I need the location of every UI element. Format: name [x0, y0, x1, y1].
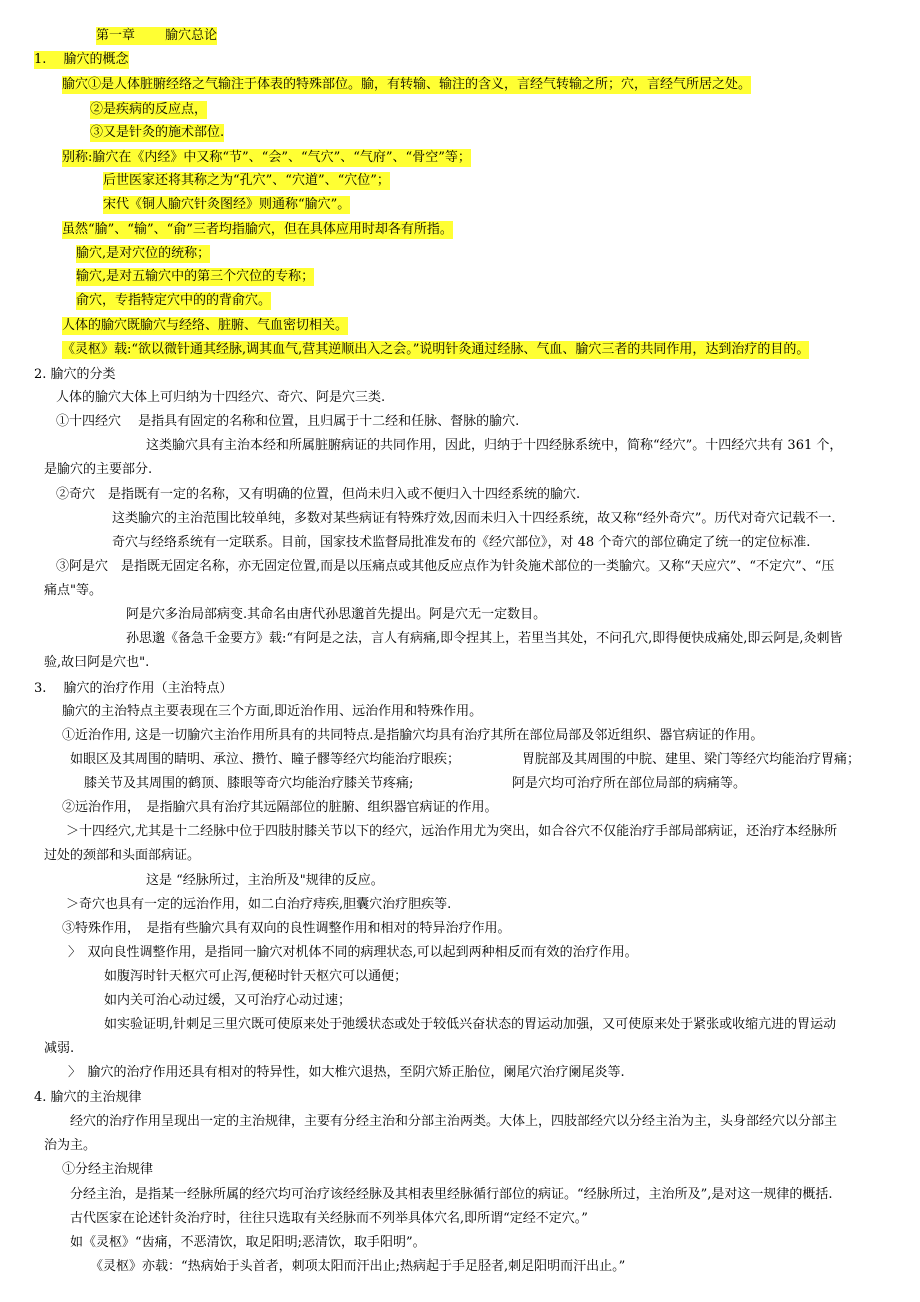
paragraph-line: 膝关节及其周围的鹤顶、膝眼等奇穴均能治疗膝关节疼痛; — [84, 776, 414, 791]
paragraph-line: 腧穴①是人体脏腑经络之气输注于体表的特殊部位。腧，有转输、输注的含义，言经气转输之所；穴，言经气所居之处。 — [62, 77, 752, 92]
paragraph-line: ②远治作用， 是指腧穴具有治疗其远隔部位的脏腑、组织器官病证的作用。 — [62, 800, 498, 815]
paragraph-line: 人体的腧穴大体上可归纳为十四经穴、奇穴、阿是穴三类. — [56, 390, 386, 405]
paragraph-line: ①近治作用, 这是一切腧穴主治作用所具有的共同特点.是指腧穴均具有治疗其所在部位局部及邻近组织、器官病证的作用。 — [62, 728, 764, 743]
paragraph-line: 这类腧穴的主治范围比较单纯，多数对某些病证有特殊疗效,因而未归入十四经系统，故又称“经外奇穴”。历代对奇穴记载不一. — [112, 511, 836, 526]
section-heading: 1. 腧穴的概念 — [34, 52, 129, 67]
paragraph-line: 验,故曰阿是穴也". — [44, 655, 150, 670]
paragraph-line: 胃脘部及其周围的中脘、建里、梁门等经穴均能治疗胃痛； — [522, 752, 861, 767]
paragraph-line: 输穴,是对五输穴中的第三个穴位的专称； — [76, 269, 315, 284]
section-heading: 3. 腧穴的治疗作用（主治特点） — [34, 681, 233, 696]
paragraph-line: 如腹泻时针天枢穴可止泻,便秘时针天枢穴可以通便； — [104, 969, 408, 984]
paragraph-line: ③阿是穴 是指既无固定名称，亦无固定位置,而是以压痛点或其他反应点作为针灸施术部位的一类腧穴。又称“天应穴”、“不定穴”、“压 — [56, 559, 835, 574]
paragraph-line: 后世医家还将其称之为“孔穴”、“穴道”、“穴位”； — [103, 173, 390, 188]
paragraph-line: 经穴的治疗作用呈现出一定的主治规律，主要有分经主治和分部主治两类。大体上，四肢部经穴以分经主治为主，头身部经穴以分部主 — [70, 1114, 838, 1129]
paragraph-line: 俞穴，专指特定穴中的的背俞穴。 — [76, 293, 272, 308]
paragraph-line: 孙思邈《备急千金要方》载:“有阿是之法，言人有病痛,即令捏其上，若里当其处，不问孔穴,即得便快成痛处,即云阿是,灸刺皆 — [126, 631, 843, 646]
paragraph-line: 古代医家在论述针灸治疗时，往往只选取有关经脉而不列举具体穴名,即所谓“定经不定穴。” — [70, 1211, 588, 1226]
paragraph-line: ①十四经穴 是指具有固定的名称和位置，且归属于十二经和任脉、督脉的腧穴. — [56, 414, 520, 429]
paragraph-line: 如《灵枢》“齿痛，不恶清饮，取足阳明;恶清饮，取手阳明”。 — [70, 1235, 426, 1250]
paragraph-line: 阿是穴多治局部病变.其命名由唐代孙思邈首先提出。阿是穴无一定数目。 — [126, 607, 547, 622]
paragraph-line: 《灵枢》亦载：“热病始于头首者，刺项太阳而汗出止;热病起于手足胫者,刺足阳明而汗出止。” — [90, 1259, 626, 1274]
paragraph-line: 虽然“腧”、“输”、“俞”三者均指腧穴，但在具体应用时却各有所指。 — [62, 222, 453, 237]
paragraph-line: 腧穴,是对穴位的统称； — [76, 246, 211, 261]
paragraph-line: ①分经主治规律 — [62, 1162, 154, 1177]
paragraph-line: 如内关可治心动过缓，又可治疗心动过速； — [104, 993, 352, 1008]
paragraph-line: ③又是针灸的施术部位. — [90, 125, 225, 140]
section-heading: 2. 腧穴的分类 — [34, 367, 116, 382]
paragraph-line: 是腧穴的主要部分. — [44, 462, 153, 477]
paragraph-line: 宋代《铜人腧穴针灸图经》则通称“腧穴”。 — [103, 197, 351, 212]
paragraph-line: ③特殊作用， 是指有些腧穴具有双向的良性调整作用和相对的特异治疗作用。 — [62, 921, 511, 936]
paragraph-line: 人体的腧穴既腧穴与经络、脏腑、气血密切相关。 — [62, 318, 349, 333]
paragraph-line: 分经主治，是指某一经脉所属的经穴均可治疗该经经脉及其相表里经脉循行部位的病证。“经脉所过，主治所及”,是对这一规律的概括. — [70, 1187, 833, 1202]
paragraph-line: 〉 腧穴的治疗作用还具有相对的特异性，如大椎穴退热，至阴穴矫正胎位，阑尾穴治疗阑尾炎等. — [68, 1065, 625, 1080]
paragraph-line: 这是 “经脉所过，主治所及"规律的反应。 — [146, 873, 384, 888]
chapter-title: 第一章 腧穴总论 — [96, 28, 218, 43]
paragraph-line: 减弱. — [44, 1041, 75, 1056]
paragraph-line: ②是疾病的反应点， — [90, 102, 208, 117]
paragraph-line: 别称:腧穴在《内经》中又称“节”、“会”、“气穴”、“气府”、“骨空”等； — [62, 150, 471, 165]
paragraph-line: ＞十四经穴,尤其是十二经脉中位于四肢肘膝关节以下的经穴，远治作用尤为突出，如合谷穴不仅能治疗手部局部病证，还治疗本经脉所 — [66, 824, 838, 839]
paragraph-line: 《灵枢》载:“欲以微针通其经脉,调其血气,营其逆顺出入之会。”说明针灸通过经脉、气血、腧穴三者的共同作用，达到治疗的目的。 — [62, 342, 810, 357]
paragraph-line: 过处的颈部和头面部病证。 — [44, 848, 201, 863]
paragraph-line: 如眼区及其周围的睛明、承泣、攒竹、瞳子髎等经穴均能治疗眼疾； — [70, 752, 461, 767]
paragraph-line: 奇穴与经络系统有一定联系。目前，国家技术监督局批准发布的《经穴部位》，对 48 个奇穴的部位确定了统一的定位标准. — [112, 535, 811, 550]
paragraph-line: 治为主。 — [44, 1138, 97, 1153]
paragraph-line: ＞奇穴也具有一定的远治作用，如二白治疗痔疾,胆囊穴治疗胆疾等. — [66, 897, 452, 912]
paragraph-line: 这类腧穴具有主治本经和所属脏腑病证的共同作用，因此，归纳于十四经脉系统中，简称“经穴”。十四经穴共有 361 个， — [146, 438, 843, 453]
paragraph-line: ②奇穴 是指既有一定的名称，又有明确的位置，但尚未归入或不便归入十四经系统的腧穴. — [56, 487, 581, 502]
section-heading: 4. 腧穴的主治规律 — [34, 1090, 142, 1105]
paragraph-line: 腧穴的主治特点主要表现在三个方面,即近治作用、远治作用和特殊作用。 — [62, 704, 483, 719]
paragraph-line: 〉 双向良性调整作用，是指同一腧穴对机体不同的病理状态,可以起到两种相反而有效的治疗作用。 — [68, 945, 638, 960]
paragraph-line: 阿是穴均可治疗所在部位局部的病痛等。 — [512, 776, 747, 791]
paragraph-line: 痛点"等。 — [44, 583, 102, 598]
paragraph-line: 如实验证明,针刺足三里穴既可使原来处于弛缓状态或处于较低兴奋状态的胃运动加强，又可使原来处于紧张或收缩亢进的胃运动 — [104, 1017, 837, 1032]
